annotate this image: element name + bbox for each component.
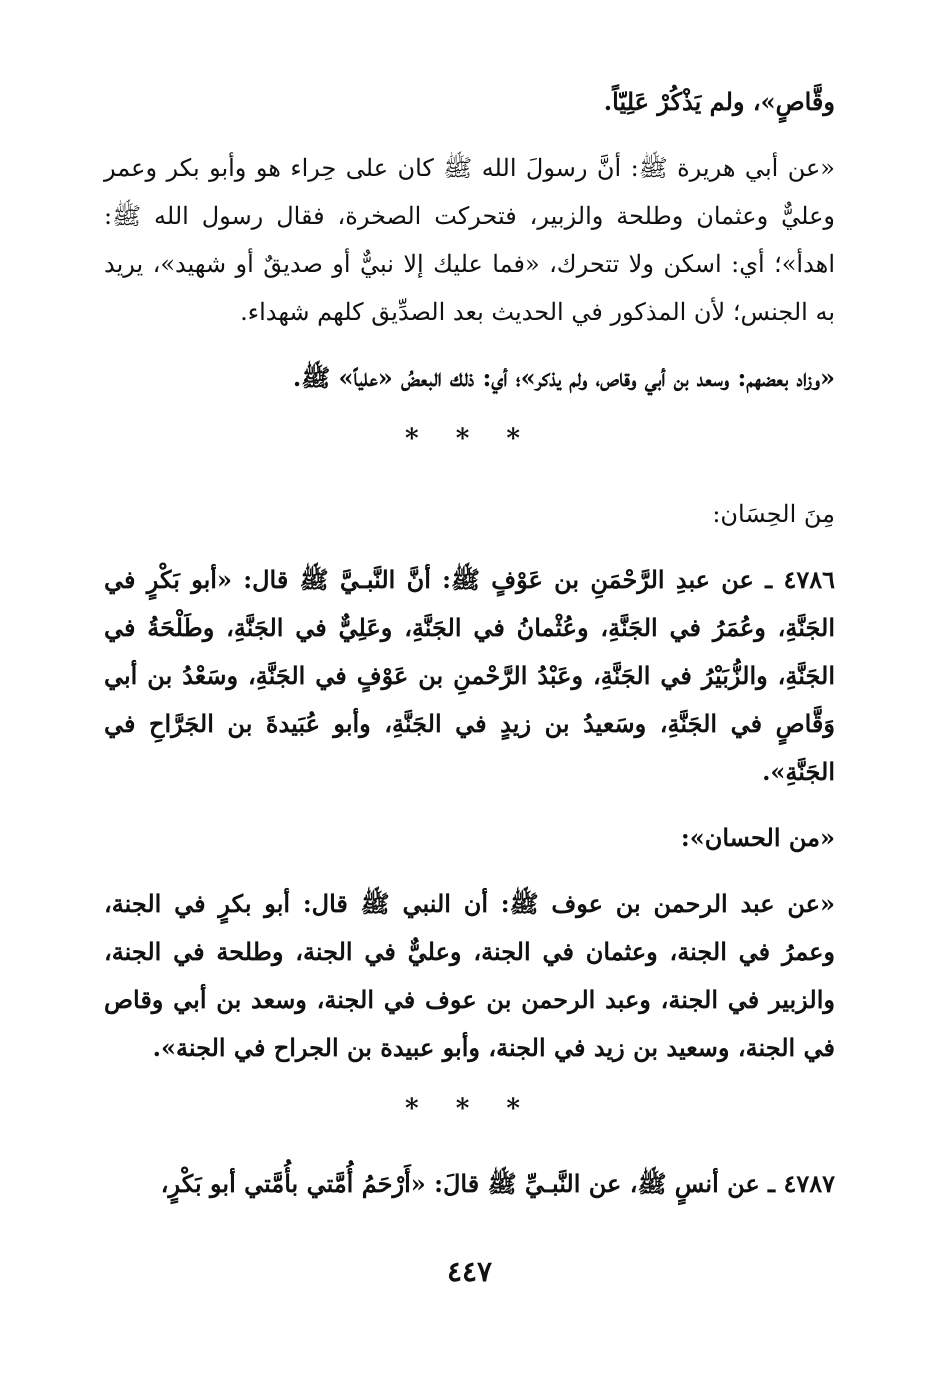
paragraph-continuation: وقَّاصٍ»، ولم يَذْكُرْ عَلِيّاً.: [603, 87, 835, 116]
commentary-paragraph: «عن عبد الرحمن بن عوف ﷺ: أن النبي ﷺ قال: أبو بكرٍ في الجنة، وعمرُ في الجنة، وعثمان في الجنة، وعليٌّ في الجنة، وطلحة في الجنة، والزبير في الجنة، وعبد الرحمن بن عوف في الجنة، وسعد بن أبي وقاص في الجنة، وسعيد بن زيد في الجنة، وأبو عبيدة بن الجراح في الجنة».: [104, 889, 835, 1062]
hadith-4787: ٤٧٨٧ ـ عن أنسٍ ﷺ، عن النَّبـيِّ ﷺ قالَ: «أَرْحَمُ أُمَّتي بأُمَّتي أبو بَكْرٍ،: [160, 1169, 835, 1198]
section-separator: * * *: [405, 424, 534, 454]
paragraph-abu-hurayra: «عن أبي هريرة ﷺ: أنَّ رسولَ الله ﷺ كان على حِراء هو وأبو بكر وعمر وعليٌّ وعثمان وطلحة والزبير، فتحركت الصخرة، فقال رسول الله ﷺ: اهدأ»؛ أي: اسكن ولا تتحرك، «فما عليك إلا نبيٌّ أو صديقٌ أو شهيد»، يريد به الجنس؛ لأن المذكور في الحديث بعد الصدِّيق كلهم شهداء.: [104, 154, 835, 326]
commentary-heading: «من الحسان»:: [680, 823, 835, 852]
paragraph-addition: «وزاد بعضهم: وسعد بن أبي وقاص، ولم يذكر»؛ أي: ذلك البعضُ «علياً» ﷺ.: [292, 363, 835, 392]
hadith-4786: ٤٧٨٦ ـ عن عبدِ الرَّحْمَنِ بن عَوْفٍ ﷺ: أنَّ النَّبـيَّ ﷺ قال: «أبو بَكْرٍ في الجَنَّةِ، وعُمَرُ في الجَنَّةِ، وعُثْمانُ في الجَنَّةِ، وعَلِيٌّ في الجَنَّةِ، وطَلْحَةُ في الجَنَّةِ، والزُّبَيْرُ في الجَنَّةِ، وعَبْدُ الرَّحْمنِ بن عَوْفٍ في الجَنَّةِ، وسَعْدُ بن أبي وَقَّاصٍ في الجَنَّةِ، وسَعيدُ بن زيدٍ في الجَنَّةِ، وأبو عُبَيدةَ بن الجَرَّاحِ في الجَنَّةِ».: [104, 565, 835, 786]
page-number: ٤٤٧: [446, 1255, 493, 1288]
section-separator: * * *: [405, 1094, 534, 1124]
section-heading: مِنَ الحِسَان:: [712, 500, 835, 528]
